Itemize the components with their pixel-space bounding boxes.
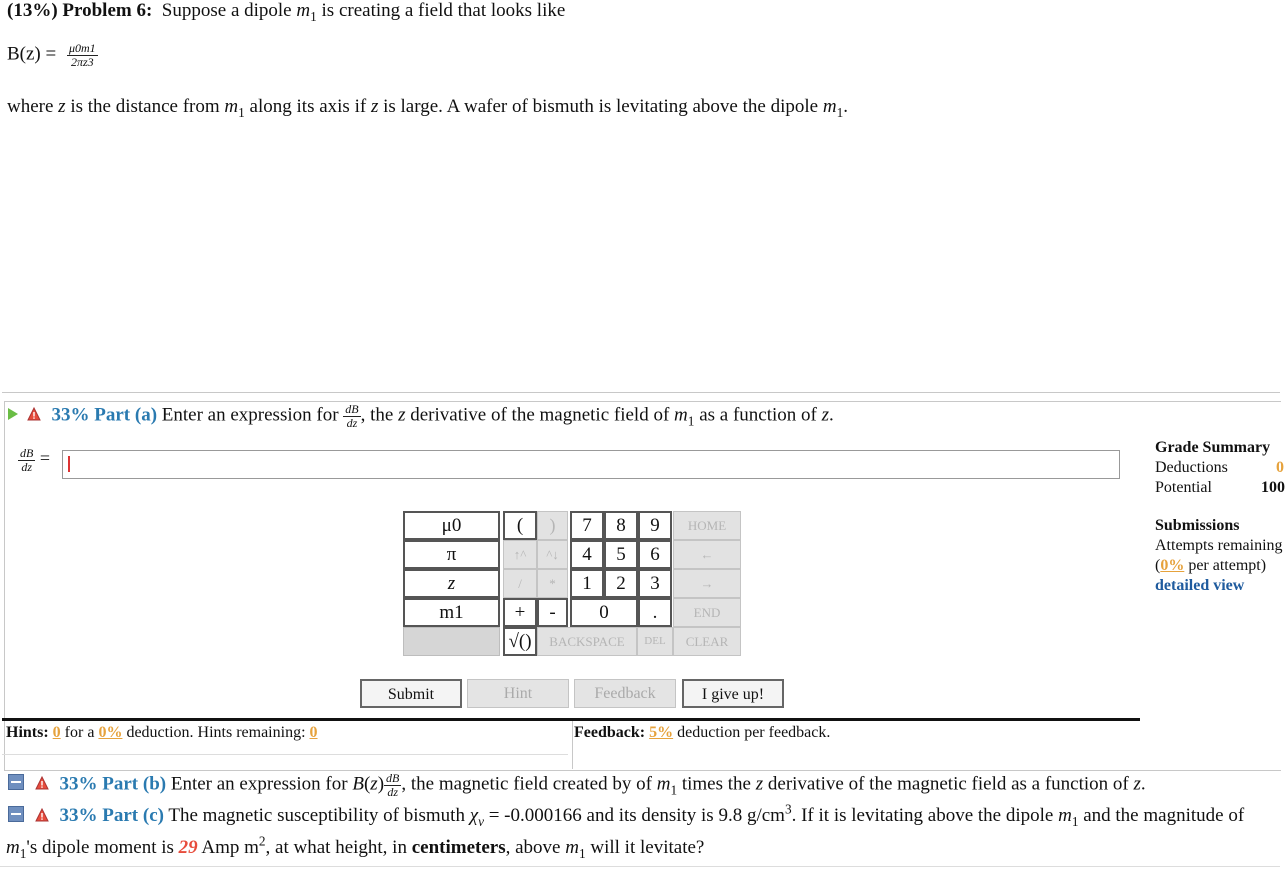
key-6[interactable]: 6 <box>638 540 672 569</box>
key-m1[interactable]: m1 <box>403 598 500 627</box>
feedback-info <box>574 724 830 742</box>
key-close-paren[interactable]: ) <box>537 511 568 540</box>
part-a-percent: 33% <box>51 404 90 426</box>
key-left-arrow[interactable]: ← <box>673 540 741 569</box>
key-1[interactable]: 1 <box>570 569 604 598</box>
part-a-text-end: as a function of <box>699 404 817 426</box>
warning-icon <box>27 407 41 421</box>
part-c-header[interactable]: 33% Part (c) The magnetic susceptibility of bismuth $\chi_v = -0.000166$ and its density is 9.8 $g/cm^3$. If it is levitating above the dipole $m_1$ and the magnitude of <box>8 805 1244 827</box>
expand-icon[interactable] <box>8 774 24 790</box>
part-a-text-post: , the <box>360 404 394 426</box>
problem-score: (13%) <box>7 0 58 21</box>
deductions-value: 0 <box>1276 459 1284 476</box>
key-superscript-up[interactable]: ↑^ <box>503 540 537 569</box>
grade-summary: Grade Summary Deductions 0 Potential 100 Submissions Attempts remaining (0% per attempt) detailed view <box>1155 439 1285 594</box>
grade-title: Grade Summary <box>1155 439 1271 456</box>
part-c-units: centimeters <box>411 837 506 858</box>
warning-icon <box>35 776 49 790</box>
key-mu0[interactable]: μ0 <box>403 511 500 540</box>
answer-input[interactable] <box>62 450 1120 479</box>
hints-pct: 0% <box>98 724 123 741</box>
key-3[interactable]: 3 <box>638 569 672 598</box>
potential-value: 100 <box>1261 479 1285 496</box>
key-superscript-down[interactable]: ^↓ <box>537 540 568 569</box>
part-c-text-2: . If it is levitating above the dipole <box>791 805 1054 826</box>
attempts-label: Attempts remaining <box>1155 537 1283 554</box>
key-home[interactable]: HOME <box>673 511 741 540</box>
problem-description: where z is the distance from $m_1$ along its axis if z is large. A wafer of bismuth is levitating above the dipole $m_1$. <box>7 96 848 120</box>
key-del[interactable]: DEL <box>637 627 673 656</box>
part-b-name: Part (b) <box>102 773 167 795</box>
dipole-moment-value: 29 <box>178 837 198 858</box>
key-backspace[interactable]: BACKSPACE <box>537 627 637 656</box>
key-pi[interactable]: π <box>403 540 500 569</box>
feedback-text: deduction per feedback. <box>677 724 831 741</box>
hints-remaining: 0 <box>309 724 318 741</box>
problem-intro-post: is creating a field that looks like <box>321 0 566 21</box>
expand-icon[interactable] <box>8 806 24 822</box>
part-c-text-3: and the magnitude of <box>1083 805 1245 826</box>
deductions-label: Deductions <box>1155 459 1228 476</box>
key-z[interactable]: z <box>403 569 500 598</box>
part-c-line2-3: , at what height, in <box>265 837 407 858</box>
formula-denominator: 2πz3 <box>70 54 94 69</box>
dbdz-fraction: $\frac{dB}{dz}$ <box>345 402 359 430</box>
potential-label: Potential <box>1155 479 1212 496</box>
key-decimal[interactable]: . <box>638 598 672 627</box>
desc-text-2: is the distance from <box>70 96 220 117</box>
desc-text-3: along its axis if <box>249 96 367 117</box>
per-attempt-text: per attempt) <box>1188 557 1267 574</box>
part-b-header[interactable]: 33% Part (b) Enter an expression for B(z) $\frac{dB}{dz}$ , the magnetic field created by of $m_1$ times the z derivative of the magnetic field as a function of z. <box>8 772 1146 798</box>
part-c-name: Part (c) <box>102 805 164 826</box>
part-c-percent: 33% <box>59 805 98 826</box>
part-a-text-pre: Enter an expression for <box>161 404 339 426</box>
part-b-text-pre: Enter an expression for <box>170 773 348 795</box>
problem-label: Problem 6: <box>62 0 153 21</box>
key-9[interactable]: 9 <box>638 511 672 540</box>
key-minus[interactable]: - <box>537 598 568 627</box>
hints-label: Hints: <box>6 724 49 741</box>
feedback-button[interactable]: Feedback <box>574 679 676 708</box>
feedback-pct: 5% <box>649 724 674 741</box>
key-7[interactable]: 7 <box>570 511 604 540</box>
part-a-text-rest: derivative of the magnetic field of <box>410 404 670 426</box>
key-multiply[interactable]: * <box>537 569 568 598</box>
text-caret <box>68 456 70 472</box>
hints-deduction: deduction. Hints remaining: <box>126 724 306 741</box>
formula-fraction <box>67 42 98 68</box>
part-c-line2-4: , above <box>505 837 561 858</box>
answer-label: $\frac{dB}{dz}$ = <box>20 446 50 474</box>
problem-header: (13%) Problem 6: Suppose a dipole $m_1$ is creating a field that looks like <box>7 0 566 24</box>
key-right-arrow[interactable]: → <box>673 569 741 598</box>
key-blank <box>403 627 500 656</box>
key-2[interactable]: 2 <box>604 569 638 598</box>
part-b-text-end: derivative of the magnetic field as a function of <box>767 773 1129 795</box>
formula-numerator: μ0m1 <box>68 41 96 55</box>
hints-info <box>6 724 318 742</box>
submissions-title: Submissions <box>1155 517 1240 534</box>
hints-count: 0 <box>52 724 61 741</box>
part-b-text-post: , the magnetic field created by of <box>401 773 652 795</box>
part-c-text-1: The magnetic susceptibility of bismuth <box>168 805 465 826</box>
key-open-paren[interactable]: ( <box>503 511 537 540</box>
hints-for-a: for a <box>64 724 95 741</box>
warning-icon <box>35 808 49 822</box>
part-c-line2-2: Amp m <box>201 837 259 858</box>
field-formula <box>7 42 98 68</box>
part-b-percent: 33% <box>59 773 98 795</box>
key-end[interactable]: END <box>673 598 741 627</box>
key-divide[interactable]: / <box>503 569 537 598</box>
key-sqrt[interactable]: √() <box>503 627 537 656</box>
key-clear[interactable]: CLEAR <box>673 627 741 656</box>
key-plus[interactable]: + <box>503 598 537 627</box>
submit-button[interactable]: Submit <box>360 679 462 708</box>
detailed-view-link[interactable]: detailed view <box>1155 577 1245 594</box>
desc-text-1: where <box>7 96 54 117</box>
part-c-chi: = -0.000166 and its density is 9.8 g/cm <box>488 805 785 826</box>
per-attempt-pct: 0% <box>1160 557 1185 574</box>
part-c-line2-1: 's dipole moment is <box>26 837 174 858</box>
key-5[interactable]: 5 <box>604 540 638 569</box>
key-4[interactable]: 4 <box>570 540 604 569</box>
part-a-header[interactable]: 33% Part (a) Enter an expression for $\frac{dB}{dz}$ , the z derivative of the magnetic field of $m_1$ as a function of z. <box>8 403 834 429</box>
key-8[interactable]: 8 <box>604 511 638 540</box>
problem-intro-pre: Suppose a dipole <box>161 0 292 21</box>
part-c-line-2: $m_1's$ dipole moment is 29 Amp $m^2$, at what height, in centimeters, above $m_1$ will it levitate? <box>6 833 705 861</box>
key-0[interactable]: 0 <box>570 598 638 627</box>
bottom-divider <box>0 866 1280 867</box>
part-c-line2-5: will it levitate? <box>590 837 705 858</box>
part-b-text-rest: times the <box>681 773 751 795</box>
give-up-button[interactable]: I give up! <box>682 679 784 708</box>
desc-text-4: is large. A wafer of bismuth is levitating above the dipole <box>383 96 819 117</box>
feedback-label: Feedback: <box>574 724 646 741</box>
formula-lhs: B(z) = <box>7 43 57 65</box>
part-a-name: Part (a) <box>94 404 158 426</box>
play-icon[interactable] <box>8 408 18 420</box>
hint-button[interactable]: Hint <box>467 679 569 708</box>
